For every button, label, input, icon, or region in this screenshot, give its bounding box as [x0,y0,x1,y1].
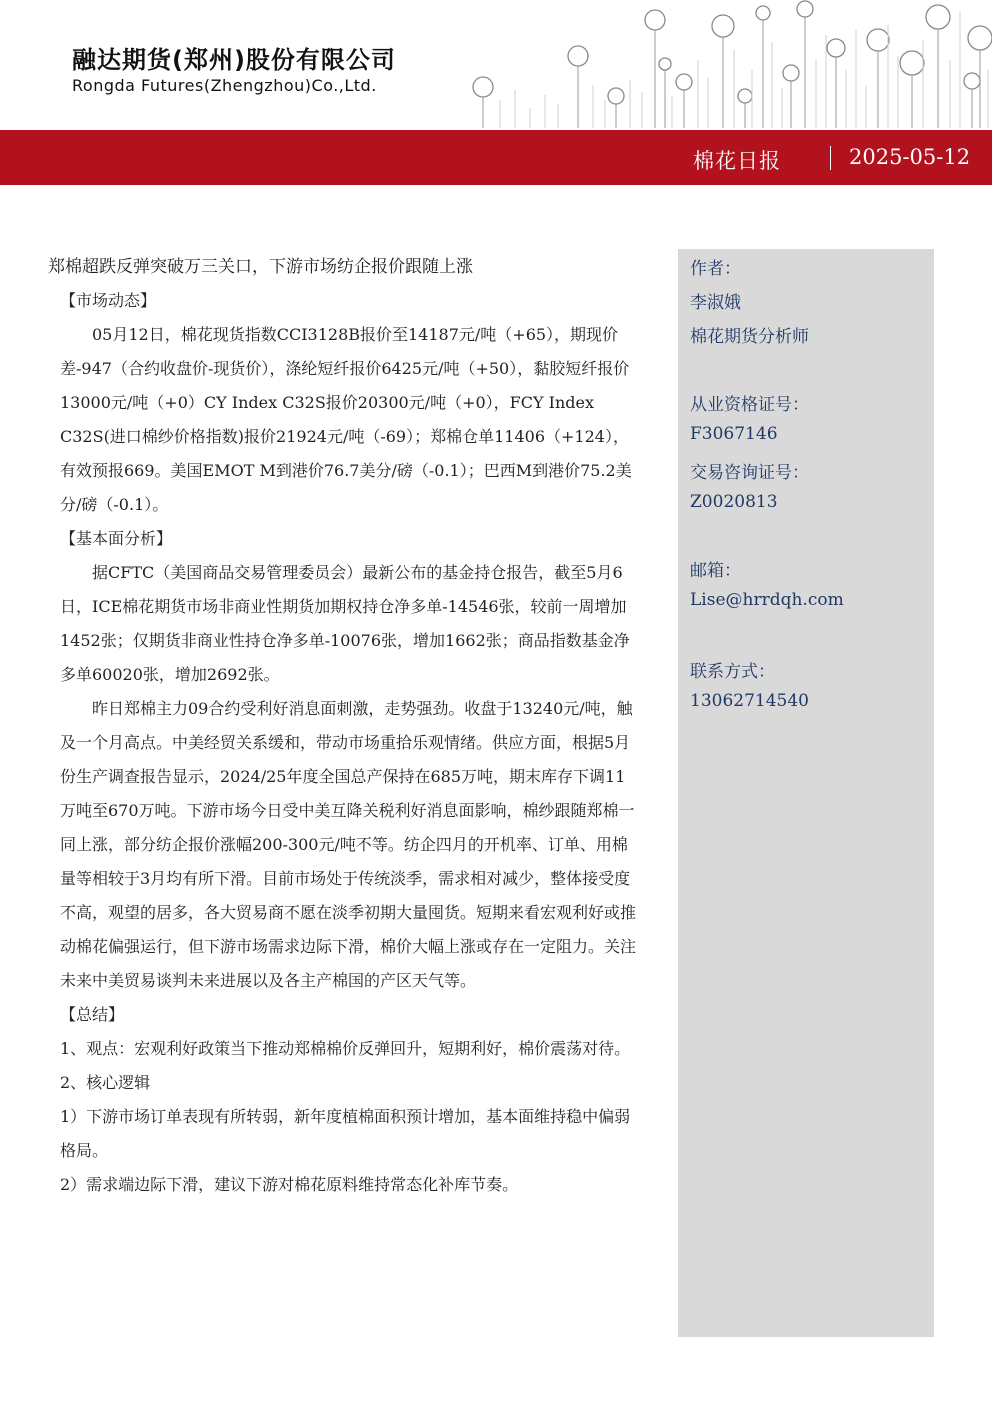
author-name: 李淑娥 [690,293,741,313]
email-address[interactable]: Lise@hrrdqh.com [690,590,844,610]
company-name-en: Rongda Futures(Zhengzhou)Co.,Ltd. [72,76,377,95]
paragraph-market: 05月12日，棉花现货指数CCI3128B报价至14187元/吨（+65），期现价差-947（合约收盘价-现货价），涤纶短纤报价6425元/吨（+50），黏胶短纤报价13000元/吨（+0）CY Index C32S报价20300元/吨（+0），FCY Index C32S(进口棉纱价格指数)报价21924元/吨（-69）；郑棉仓单11406（+124），有效预报669。美国EMOT M到港价76.7美分/磅（-0.1）；巴西M到港价75.2美分/磅（-0.1）。 [60,325,632,514]
paragraph-analysis: 昨日郑棉主力09合约受利好消息面刺激，走势强劲。收盘于13240元/吨，触及一个月高点。中美经贸关系缓和，带动市场重拾乐观情绪。供应方面，根据5月份生产调查报告显示，2024/25年度全国总产保持在685万吨，期末库存下调11万吨至670万吨。下游市场今日受中美互降关税利好消息面影响，棉纱跟随郑棉一同上涨，部分纺企报价涨幅200-300元/吨不等。纺企四月的开机率、订单、用棉量等相较于3月均有所下滑。目前市场处于传统淡季，需求相对减少，整体接受度不高，观望的居多，各大贸易商不愿在淡季初期大量囤货。短期来看宏观利好或推动棉花偏强运行，但下游市场需求边际下滑，棉价大幅上涨或存在一定阻力。关注未来中美贸易谈判未来进展以及各主产棉国的产区天气等。 [60,699,637,990]
header-decoration [460,0,992,130]
email-label: 邮箱： [690,561,741,581]
article-body [48,250,638,1202]
contact-phone: 13062714540 [690,691,809,711]
summary-logic-heading: 2、核心逻辑 [60,1073,151,1092]
report-date: 2025-05-12 [849,145,971,169]
consulting-label: 交易咨询证号： [690,463,809,483]
author-sidebar [678,249,934,1337]
summary-viewpoint: 1、观点：宏观利好政策当下推动郑棉棉价反弹回升，短期利好，棉价震荡对待。 [60,1039,631,1058]
company-name-cn: 融达期货(郑州)股份有限公司 [72,46,396,74]
article-title: 郑棉超跌反弹突破万三关口，下游市场纺企报价跟随上涨 [48,257,473,277]
section-heading-fundamentals: 【基本面分析】 [60,529,173,548]
qualification-label: 从业资格证号： [690,395,809,415]
author-label: 作者： [690,259,741,279]
section-heading-market: 【市场动态】 [60,291,157,310]
report-name: 棉花日报 [693,149,781,173]
title-divider [830,146,831,170]
summary-logic-2: 2）需求端边际下滑，建议下游对棉花原料维持常态化补库节奏。 [60,1175,519,1194]
section-heading-summary: 【总结】 [60,1005,125,1024]
consulting-number: Z0020813 [690,492,778,512]
summary-logic-1: 1）下游市场订单表现有所转弱，新年度植棉面积预计增加，基本面维持稳中偏弱格局。 [60,1107,631,1160]
author-title: 棉花期货分析师 [690,327,809,347]
contact-label: 联系方式： [690,662,775,682]
qualification-number: F3067146 [690,424,778,444]
report-title-bar [0,130,992,185]
paragraph-cftc: 据CFTC（美国商品交易管理委员会）最新公布的基金持仓报告，截至5月6日，ICE棉花期货市场非商业性期货加期权持仓净多单-14546张，较前一周增加1452张；仅期货非商业性持仓净多单-10076张，增加1662张；商品指数基金净多单60020张，增加2692张。 [60,563,630,684]
